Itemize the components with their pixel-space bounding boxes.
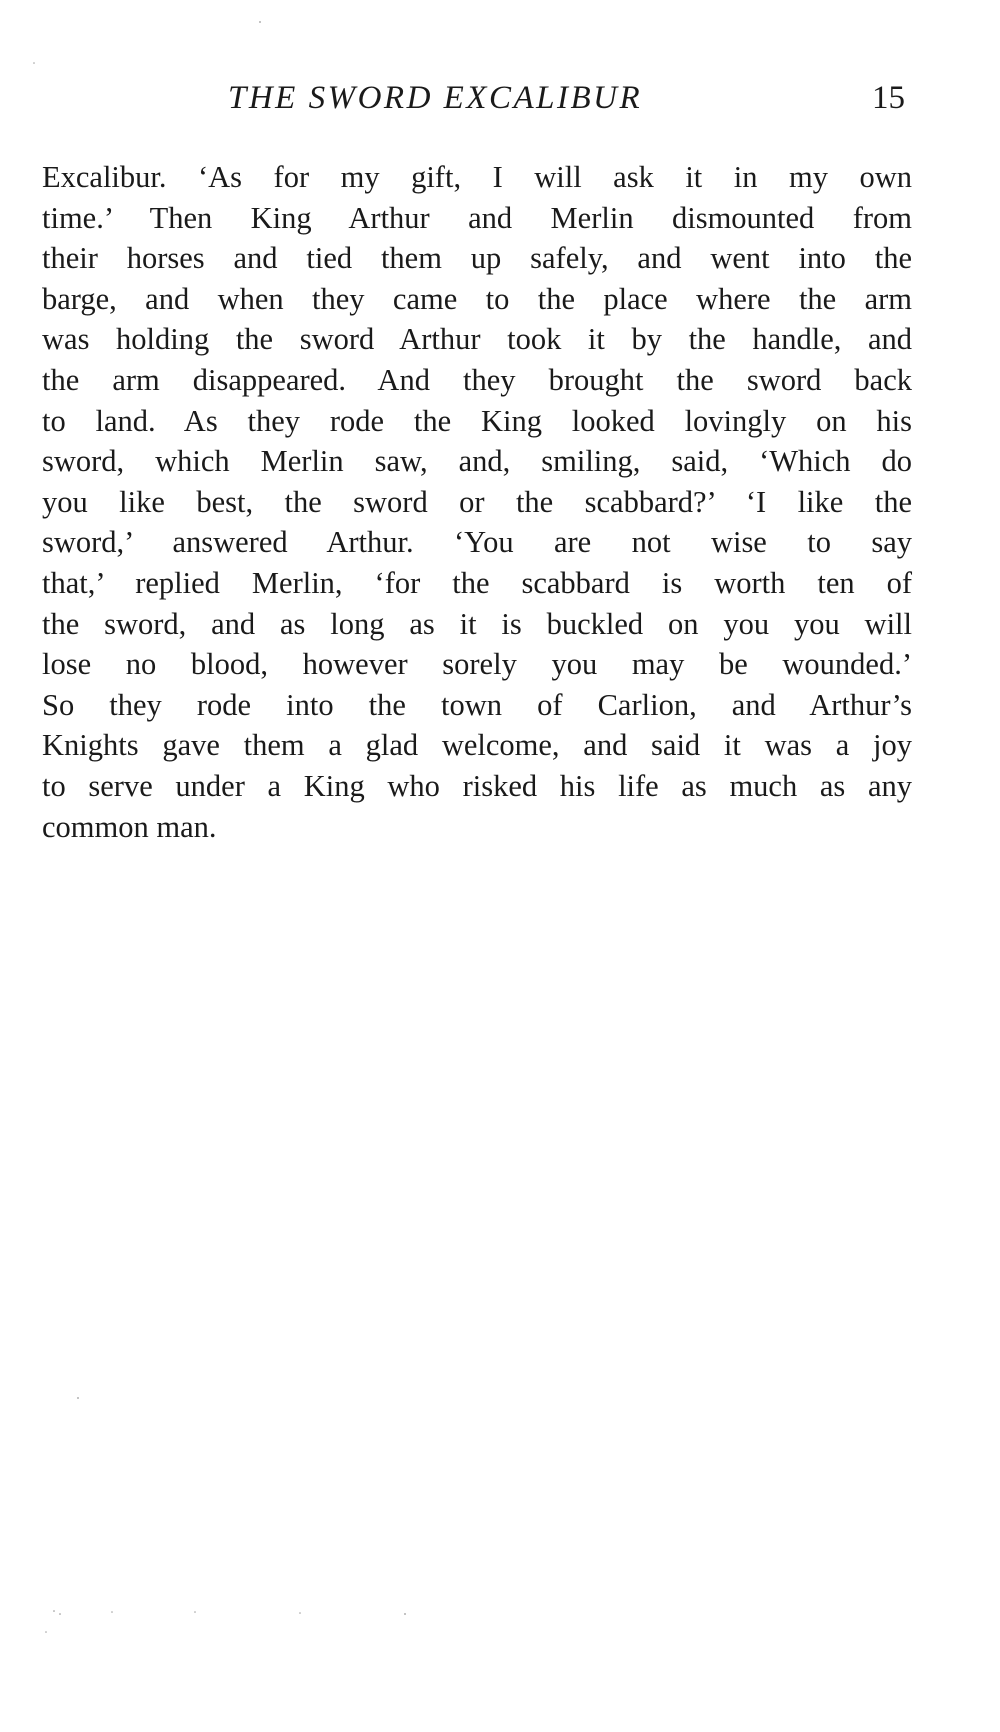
text-line: Excalibur. ‘As for my gift, I will ask it in my own — [42, 160, 912, 194]
page-number: 15 — [872, 80, 905, 116]
text-line: the arm disappeared. And they brought the sword back — [42, 362, 912, 397]
text-line: the sword, and as long as it is buckled on you you will — [42, 606, 912, 641]
text-line: Knights gave them a glad welcome, and said it was a joy — [42, 728, 912, 763]
text-line: sword, which Merlin saw, and, smiling, said, ‘Which do — [42, 444, 912, 479]
text-line: So they rode into the town of Carlion, and Arthur’s — [42, 687, 912, 722]
text-line: lose no blood, however sorely you may be wounded.’ — [42, 647, 912, 682]
text-line: was holding the sword Arthur took it by the handle, and — [42, 322, 912, 357]
text-line: that,’ replied Merlin, ‘for the scabbard is worth ten of — [42, 565, 912, 600]
text-line: to serve under a King who risked his life as much as any — [42, 768, 912, 803]
text-line: their horses and tied them up safely, and went into the — [42, 241, 912, 276]
text-line: barge, and when they came to the place where the arm — [42, 281, 912, 316]
text-line: sword,’ answered Arthur. ‘You are not wise to say — [42, 525, 912, 560]
text-line: to land. As they rode the King looked lovingly on his — [42, 403, 912, 438]
body-paragraph — [42, 157, 912, 847]
running-header — [0, 80, 1000, 130]
text-line: common man. — [42, 809, 217, 844]
text-line: you like best, the sword or the scabbard?’ ‘I like the — [42, 484, 912, 519]
running-title: THE SWORD EXCALIBUR — [228, 80, 643, 116]
text-line: time.’ Then King Arthur and Merlin dismounted from — [42, 200, 912, 235]
